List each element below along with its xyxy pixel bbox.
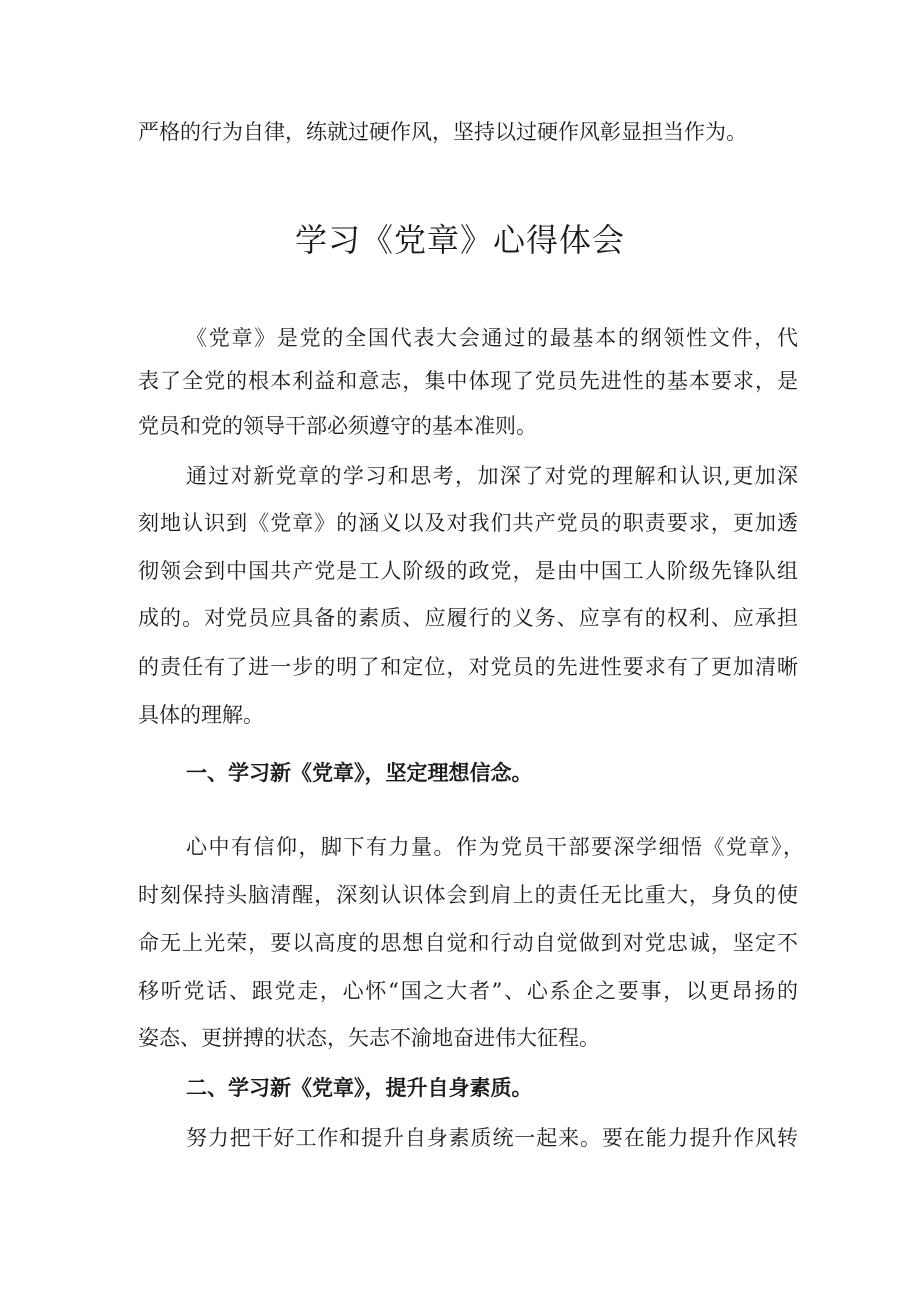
- section-heading-1: 一、学习新《党章》，坚定理想信念。: [186, 761, 533, 785]
- section-heading-2: 二、学习新《党章》，提升自身素质。: [186, 1076, 533, 1100]
- paragraph-line: 《党章》是党的全国代表大会通过的最基本的纲领性文件，代: [186, 326, 798, 350]
- paragraph-line: 姿态、更拼搏的状态，矢志不渝地奋进伟大征程。: [138, 1026, 600, 1050]
- paragraph-line: 命无上光荣，要以高度的思想自觉和行动自觉做到对党忠诚，坚定不: [138, 931, 798, 955]
- paragraph-line: 具体的理解。: [138, 703, 264, 727]
- paragraph-line: 党员和党的领导干部必须遵守的基本准则。: [138, 414, 537, 438]
- document-title: 学习《党章》心得体会: [294, 221, 625, 259]
- paragraph-line: 心中有信仰，脚下有力量。作为党员干部要深学细悟《党章》，: [186, 835, 804, 859]
- paragraph-line: 表了全党的根本利益和意志，集中体现了党员先进性的基本要求，是: [138, 369, 798, 393]
- paragraph-line: 移听党话、跟党走，心怀“国之大者”、心系企之要事，以更昂扬的: [138, 979, 798, 1003]
- paragraph-line: 努力把干好工作和提升自身素质统一起来。要在能力提升作风转: [186, 1126, 798, 1150]
- paragraph-line: 的责任有了进一步的明了和定位，对党员的先进性要求有了更加清晰: [138, 655, 798, 679]
- paragraph-line: 彻领会到中国共产党是工人阶级的政党，是由中国工人阶级先锋队组: [138, 559, 798, 583]
- paragraph-line: 成的。对党员应具备的素质、应履行的义务、应享有的权利、应承担: [138, 606, 798, 630]
- paragraph-line: 通过对新党章的学习和思考，加深了对党的理解和认识,更加深: [186, 464, 798, 488]
- paragraph-line: 时刻保持头脑清醒，深刻认识体会到肩上的责任无比重大，身负的使: [138, 883, 798, 907]
- top-fragment-line: 严格的行为自律，练就过硬作风，坚持以过硬作风彰显担当作为。: [138, 120, 747, 144]
- paragraph-line: 刻地认识到《党章》的涵义以及对我们共产党员的职责要求，更加透: [138, 511, 798, 535]
